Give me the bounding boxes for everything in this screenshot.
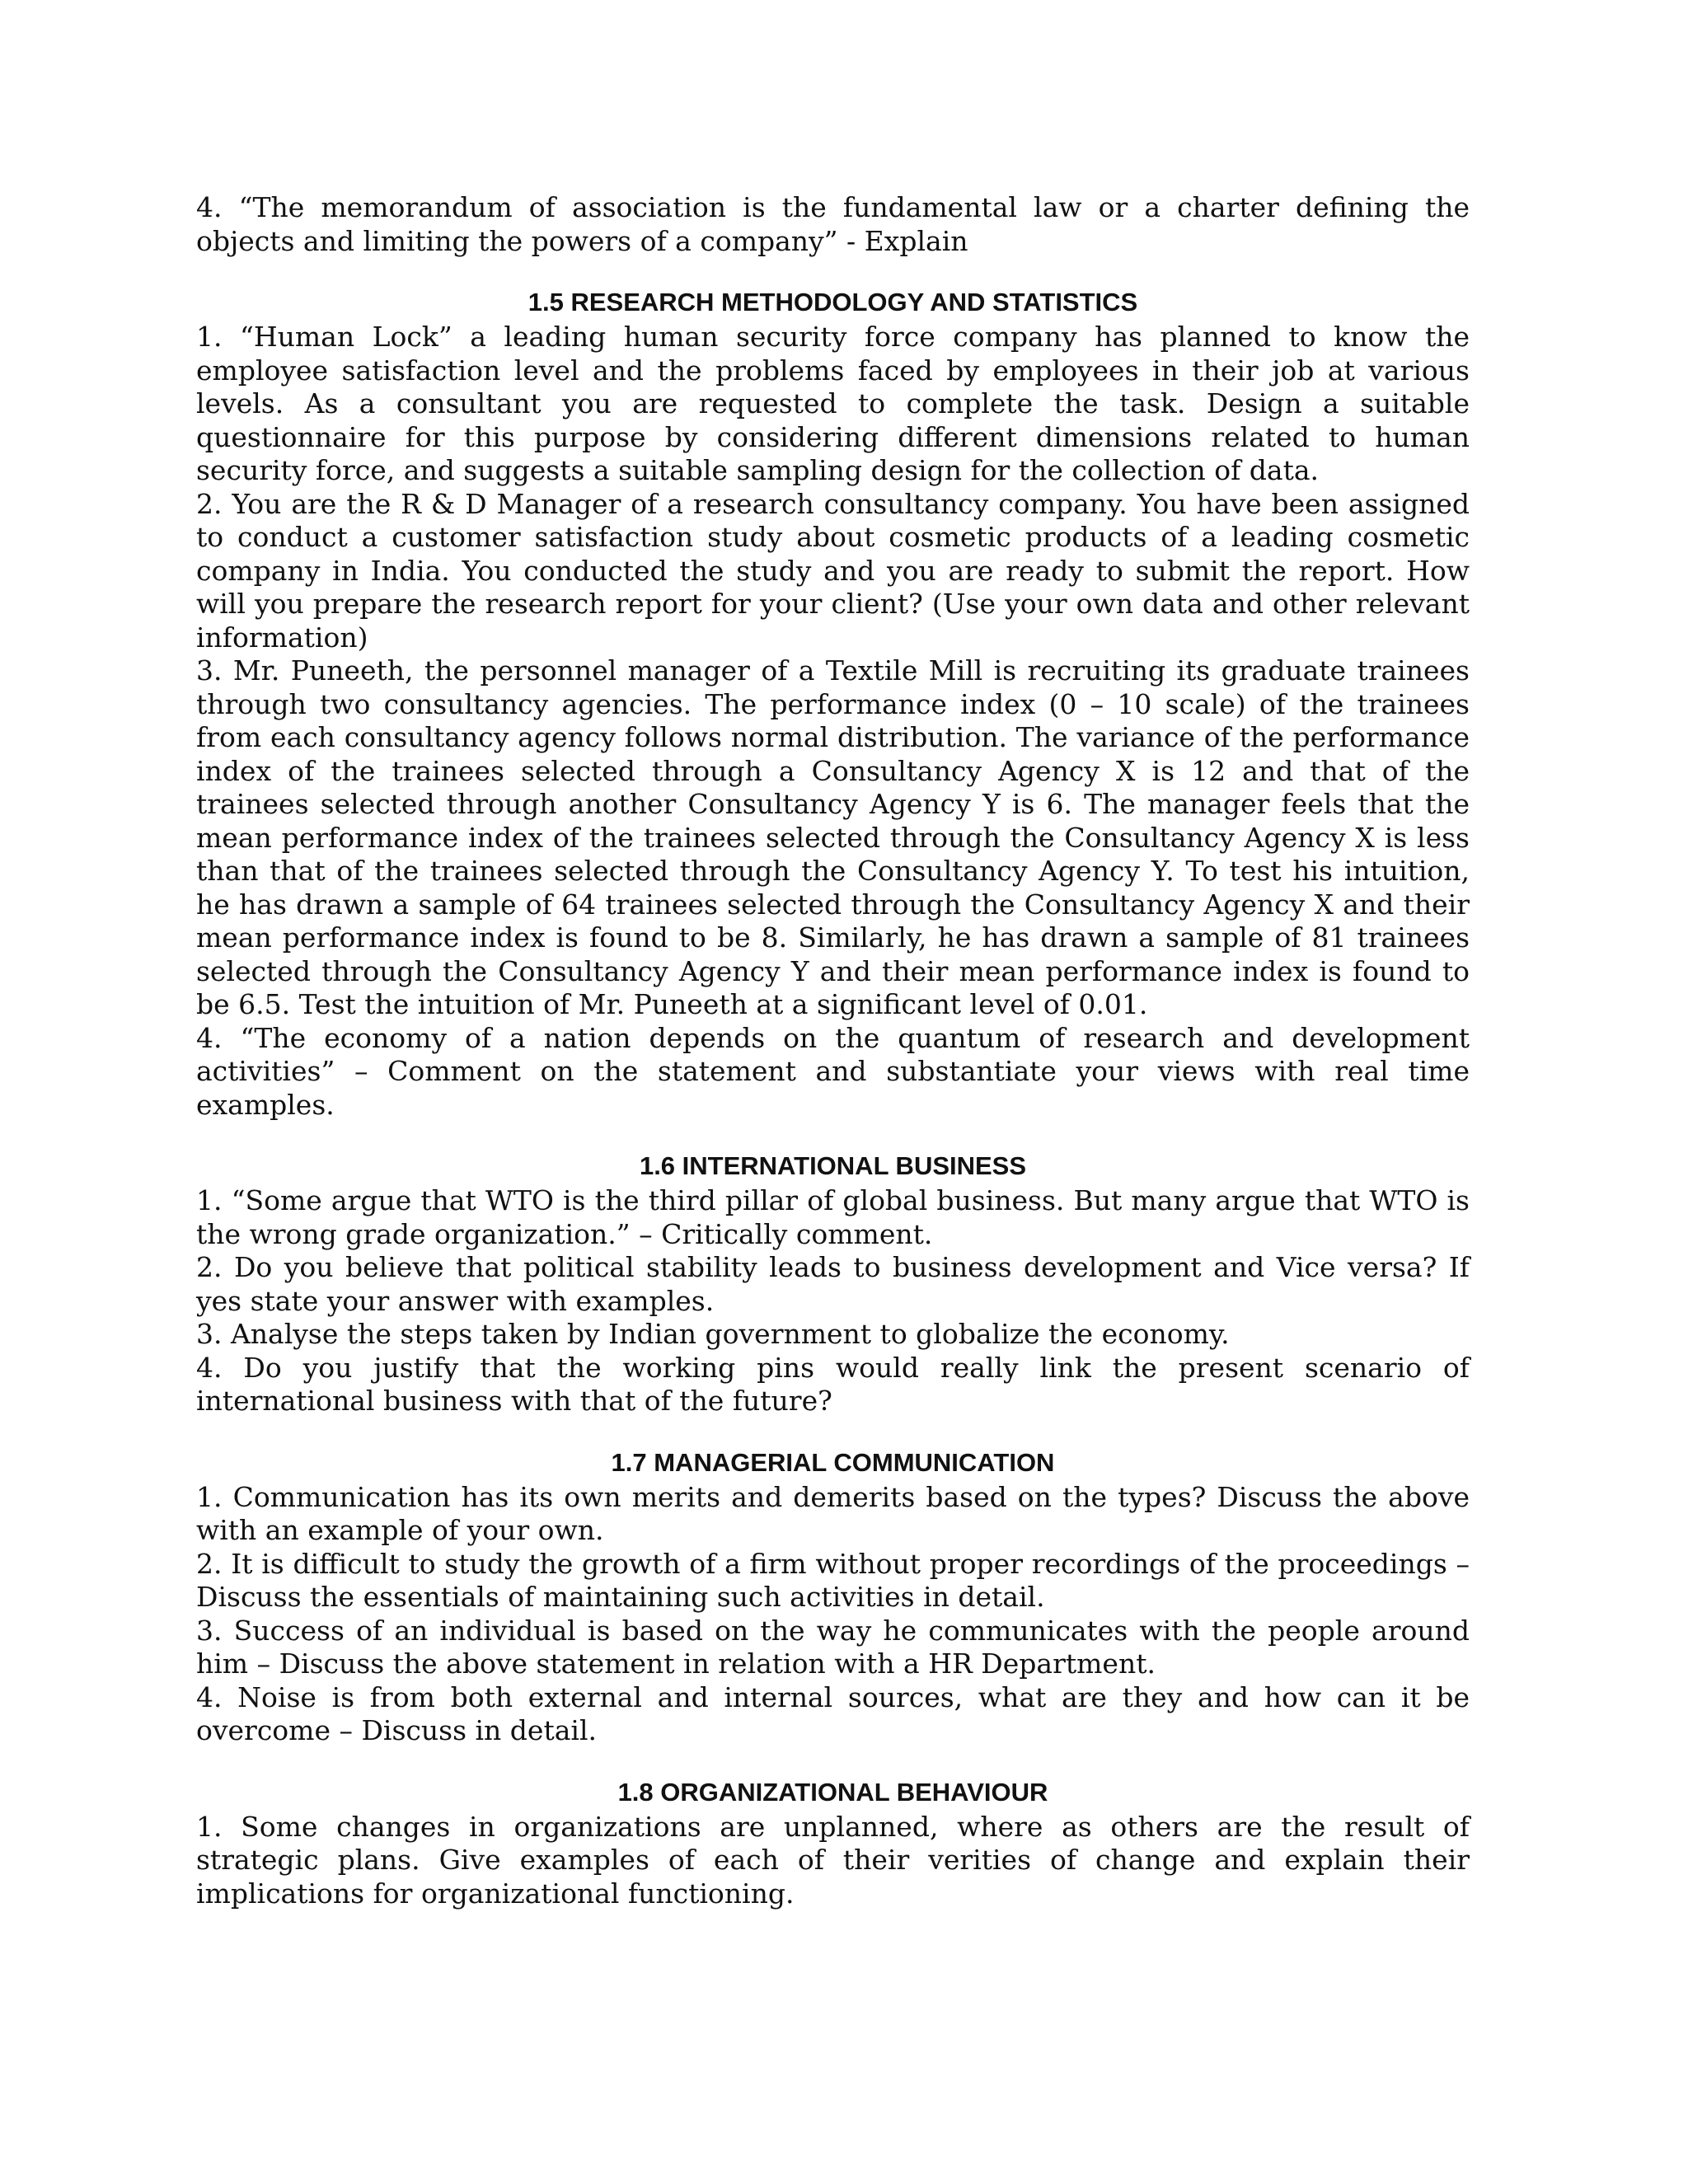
- question-item: 3. Success of an individual is based on the way he communicates with the people around him – Discuss the above statement in relation with a HR Department.: [196, 1614, 1470, 1680]
- section-organizational-behaviour: [196, 1776, 1470, 1911]
- question-item: 4. “The economy of a nation depends on the quantum of research and development activities” – Comment on the statement and substantiate your views with real time examples.: [196, 1021, 1470, 1121]
- intro-question: 4. “The memorandum of association is the fundamental law or a charter defining the objects and limiting the powers of a company” - Explain: [196, 191, 1470, 257]
- question-item: 1. “Human Lock” a leading human security force company has planned to know the employee satisfaction level and the problems faced by employees in their job at various levels. As a consultant you are requested to complete the task. Design a suitable questionnaire for this purpose by considering different dimensions related to human security force, and suggests a suitable sampling design for the collection of data.: [196, 321, 1470, 486]
- question-item: 4. Noise is from both external and internal sources, what are they and how can it be overcome – Discuss in detail.: [196, 1680, 1470, 1746]
- question-item: 3. Mr. Puneeth, the personnel manager of a Textile Mill is recruiting its graduate trainees through two consultancy agencies. The performance index (0 – 10 scale) of the trainees from each consultancy agency follows normal distribution. The variance of the performance index of the trainees selected through a Consultancy Agency X is 12 and that of the trainees selected through another Consultancy Agency Y is 6. The manager feels that the mean performance index of the trainees selected through the Consultancy Agency X is less than that of the trainees selected through the Consultancy Agency Y. To test his intuition, he has drawn a sample of 64 trainees selected through the Consultancy Agency X and their mean performance index is found to be 8. Similarly, he has drawn a sample of 81 trainees selected through the Consultancy Agency Y and their mean performance index is found to be 6.5. Test the intuition of Mr. Puneeth at a significant level of 0.01.: [196, 654, 1470, 1020]
- question-item: 1. “Some argue that WTO is the third pillar of global business. But many argue that WTO is the wrong grade organization.” – Critically comment.: [196, 1184, 1470, 1250]
- question-item: 2. It is difficult to study the growth of a firm without proper recordings of the proceedings – Discuss the essentials of maintaining such activities in detail.: [196, 1547, 1470, 1613]
- section-heading: 1.6 INTERNATIONAL BUSINESS: [639, 1151, 1027, 1180]
- question-item: 2. You are the R & D Manager of a research consultancy company. You have been assigned to conduct a customer satisfaction study about cosmetic products of a leading cosmetic company in India. You conducted the study and you are ready to submit the report. How will you prepare the research report for your client? (Use your own data and other relevant information): [196, 487, 1470, 654]
- section-international-business: [196, 1150, 1470, 1418]
- section-research-methodology: [196, 286, 1470, 1122]
- section-heading: 1.8 ORGANIZATIONAL BEHAVIOUR: [617, 1777, 1048, 1807]
- section-managerial-communication: [196, 1446, 1470, 1748]
- question-item: 3. Analyse the steps taken by Indian government to globalize the economy.: [196, 1318, 1230, 1350]
- question-item: 2. Do you believe that political stability leads to business development and Vice versa? If yes state your answer with examples.: [196, 1251, 1470, 1317]
- question-item: 1. Some changes in organizations are unplanned, where as others are the result of strategic plans. Give examples of each of their verities of change and explain their implications for organizational functioning.: [196, 1810, 1470, 1910]
- document-page: [196, 191, 1470, 1910]
- section-heading: 1.7 MANAGERIAL COMMUNICATION: [611, 1447, 1055, 1477]
- question-item: 4. Do you justify that the working pins would really link the present scenario of international business with that of the future?: [196, 1351, 1470, 1417]
- question-item: 1. Communication has its own merits and demerits based on the types? Discuss the above with an example of your own.: [196, 1480, 1470, 1546]
- section-heading: 1.5 RESEARCH METHODOLOGY AND STATISTICS: [528, 288, 1138, 316]
